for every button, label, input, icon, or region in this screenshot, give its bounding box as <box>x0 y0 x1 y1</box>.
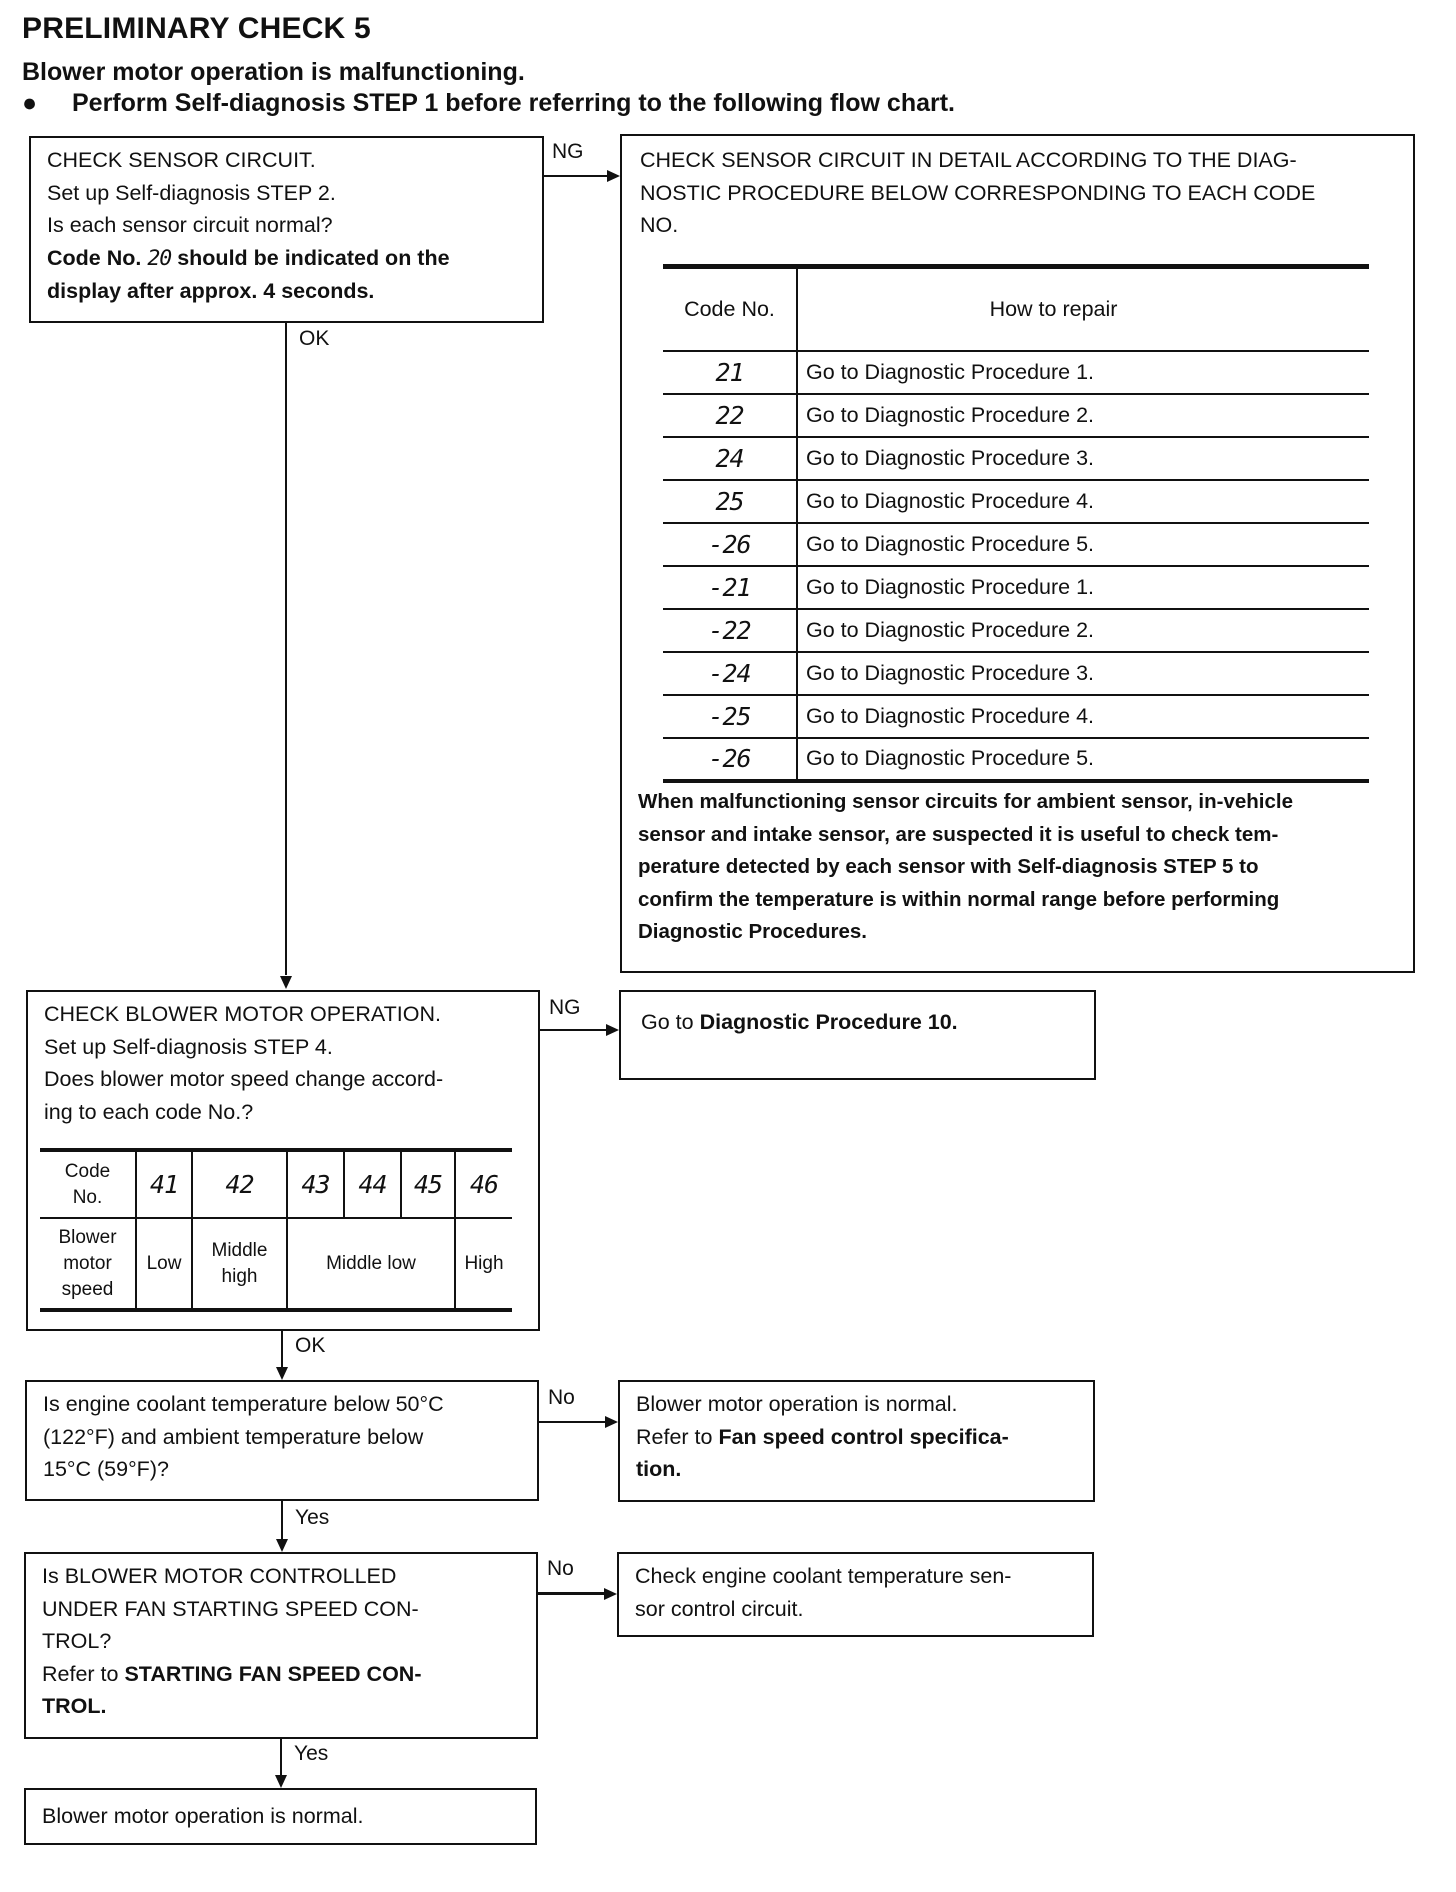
yes-label-4: Yes <box>294 1742 329 1765</box>
col-header-code: Code No. <box>663 267 797 351</box>
blower-normal-final-box: Blower motor operation is normal. <box>24 1788 537 1845</box>
arrow-right-icon <box>606 1024 619 1036</box>
blower-speed-header: Blower motor speed <box>40 1218 136 1310</box>
arrow-down-icon <box>276 1539 288 1552</box>
arrow-down-icon <box>276 1367 288 1380</box>
coolant-temperature-check-box: Is engine coolant temperature below 50°C (122°F) and ambient temperature below 15°C (59°F)? <box>25 1380 539 1501</box>
instruction-text: Perform Self-diagnosis STEP 1 before referring to the following flow chart. <box>72 89 955 117</box>
code-45: 45 <box>401 1150 455 1218</box>
blower-speed-table <box>40 1148 512 1312</box>
code-repair-table <box>663 264 1369 783</box>
yes-connector-4 <box>280 1738 282 1775</box>
speed-middle-high: Middle high <box>192 1218 287 1310</box>
go-to-dp10-box: Go to Diagnostic Procedure 10. <box>619 990 1096 1080</box>
sensor-note: When malfunctioning sensor circuits for ambient sensor, in-vehicle sensor and intake sensor, are suspected it is useful to check tem- perature detected by each sensor with Self-diagnosis STEP 5 to confirm the temperature is within normal range before performing Diagnostic Procedures. <box>638 790 1293 943</box>
step1-line4: Code No. 20 should be indicated on the <box>47 245 450 271</box>
fan-speed-spec-ref: Fan speed control specifica- <box>718 1424 1009 1449</box>
speed-high: High <box>455 1218 512 1310</box>
code-44: 44 <box>344 1150 401 1218</box>
instruction-bullet <box>22 89 955 118</box>
ng-connector-2 <box>540 1029 606 1031</box>
no-connector-4 <box>538 1592 604 1595</box>
speed-middle-low: Middle low <box>287 1218 455 1310</box>
step2-line3: Does blower motor speed change accord- <box>44 1067 444 1091</box>
table-row: 21 Go to Diagnostic Procedure 1. <box>663 351 1369 394</box>
yes-label-3: Yes <box>295 1506 330 1529</box>
step2-line1: CHECK BLOWER MOTOR OPERATION. <box>44 1002 441 1026</box>
code-43: 43 <box>287 1150 344 1218</box>
code-41: 41 <box>136 1150 192 1218</box>
arrow-down-icon <box>280 976 292 989</box>
yes-connector-3 <box>281 1501 283 1539</box>
no-label-4: No <box>547 1557 574 1580</box>
check-coolant-sensor-box: Check engine coolant temperature sen- sor control circuit. <box>617 1552 1094 1637</box>
step1-line3: Is each sensor circuit normal? <box>47 213 333 237</box>
sensor-intro-line2: NOSTIC PROCEDURE BELOW CORRESPONDING TO EACH CODE <box>640 180 1316 205</box>
code-20-display: 20 <box>147 245 172 271</box>
table-row: -25 Go to Diagnostic Procedure 4. <box>663 695 1369 738</box>
code-42: 42 <box>192 1150 287 1218</box>
arrow-down-icon <box>275 1775 287 1788</box>
code-46: 46 <box>455 1150 512 1218</box>
table-row: -26 Go to Diagnostic Procedure 5. <box>663 523 1369 566</box>
diagnostic-procedure-10-ref: Diagnostic Procedure 10. <box>699 1010 958 1034</box>
page-subtitle: Blower motor operation is malfunctioning. <box>22 58 525 86</box>
ok-connector-2 <box>281 1330 283 1367</box>
no-connector-3 <box>539 1421 605 1423</box>
ng-connector-1 <box>544 175 607 177</box>
table-row: -22 Go to Diagnostic Procedure 2. <box>663 609 1369 652</box>
blower-normal-fan-spec-box: Blower motor operation is normal. Refer to Fan speed control specifica- tion. <box>618 1380 1095 1502</box>
bullet-icon: ● <box>22 89 38 117</box>
ng-label-1: NG <box>552 140 584 163</box>
arrow-right-icon <box>607 170 620 182</box>
speed-low: Low <box>136 1218 192 1310</box>
ng-label-2: NG <box>549 996 581 1019</box>
step1-line1: CHECK SENSOR CIRCUIT. <box>47 148 316 172</box>
step1-line2: Set up Self-diagnosis STEP 2. <box>47 180 336 205</box>
step2-line4: ing to each code No.? <box>44 1099 254 1124</box>
arrow-right-icon <box>605 1416 618 1428</box>
check-sensor-circuit-box <box>29 136 544 323</box>
col-header-repair: How to repair <box>797 267 1369 351</box>
ok-label-2: OK <box>295 1334 326 1357</box>
table-row: -24 Go to Diagnostic Procedure 3. <box>663 652 1369 695</box>
page-title: PRELIMINARY CHECK 5 <box>22 12 371 45</box>
no-label-3: No <box>548 1386 575 1409</box>
table-row: 25 Go to Diagnostic Procedure 4. <box>663 480 1369 523</box>
fan-starting-speed-check-box: Is BLOWER MOTOR CONTROLLED UNDER FAN STARTING SPEED CON- TROL? Refer to STARTING FAN SPEED CON- TROL. <box>24 1552 538 1739</box>
table-row: 24 Go to Diagnostic Procedure 3. <box>663 437 1369 480</box>
arrow-right-icon <box>604 1588 617 1600</box>
ok-connector-1 <box>285 322 287 975</box>
ok-label-1: OK <box>299 327 330 350</box>
step1-line5: display after approx. 4 seconds. <box>47 279 375 303</box>
table-row: -21 Go to Diagnostic Procedure 1. <box>663 566 1369 609</box>
step2-line2: Set up Self-diagnosis STEP 4. <box>44 1034 333 1059</box>
sensor-intro-line1: CHECK SENSOR CIRCUIT IN DETAIL ACCORDING TO THE DIAG- <box>640 148 1297 172</box>
code-no-header: Code No. <box>40 1150 136 1218</box>
table-row: -26 Go to Diagnostic Procedure 5. <box>663 738 1369 781</box>
starting-fan-speed-ref: STARTING FAN SPEED CON- <box>124 1661 422 1686</box>
sensor-intro-line3: NO. <box>640 213 679 237</box>
table-row: 22 Go to Diagnostic Procedure 2. <box>663 394 1369 437</box>
